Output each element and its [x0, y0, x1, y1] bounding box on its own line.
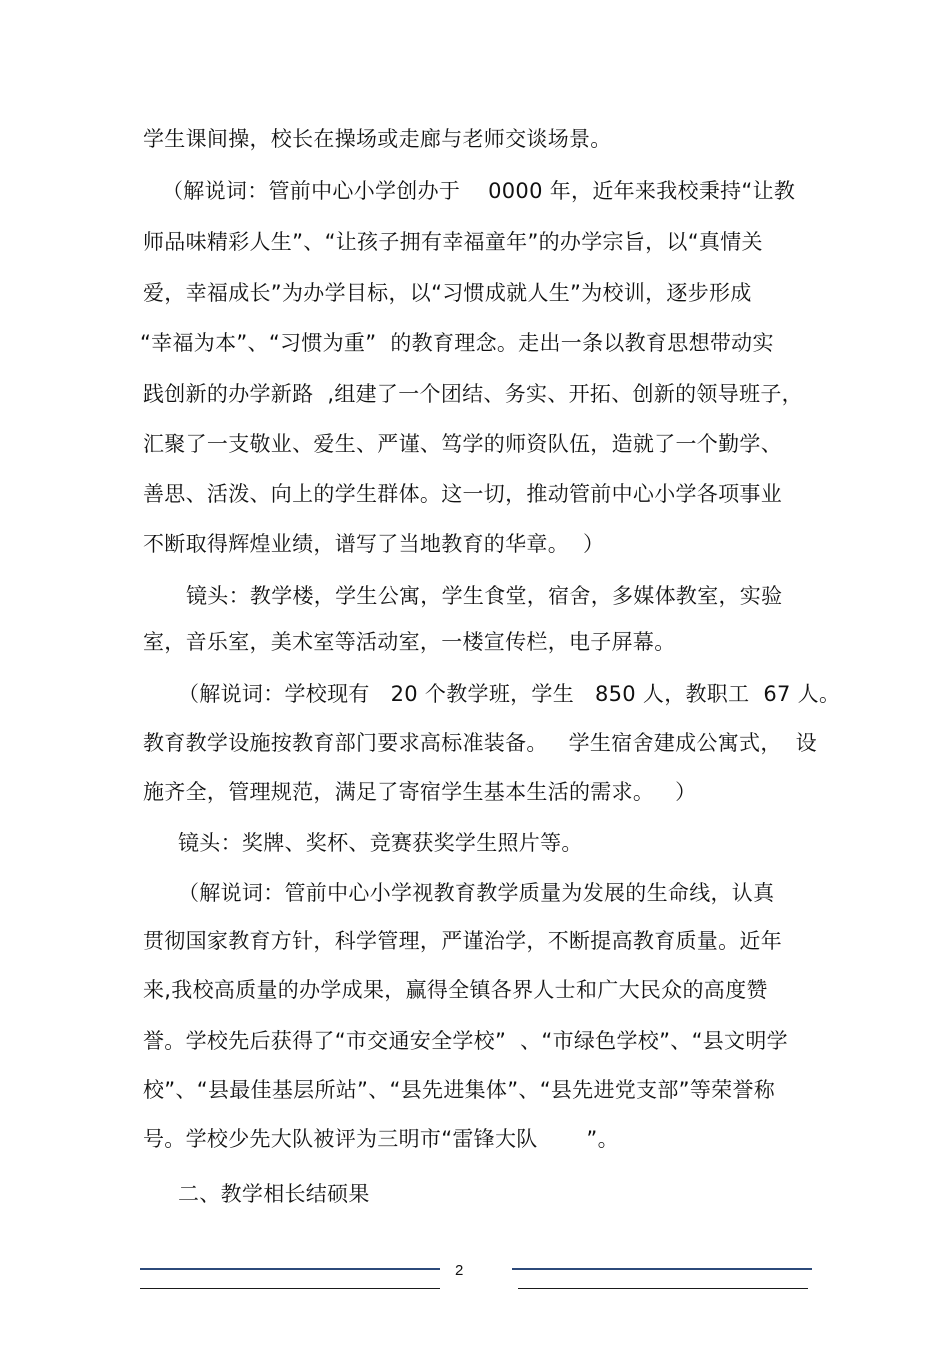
page-number: 2: [455, 1262, 464, 1279]
text-line-5: “幸福为本”、“习惯为重” 的教育理念。走出一条以教育思想带动实: [140, 331, 774, 355]
footer-rule-left-bottom: [140, 1288, 440, 1289]
text-line-7: 汇聚了一支敬业、爱生、严谨、笃学的师资队伍，造就了一个勤学、: [143, 432, 782, 456]
footer-rule-right-bottom: [518, 1288, 808, 1289]
text-line-10: 镜头：教学楼，学生公寓，学生食堂，宿舍，多媒体教室，实验: [186, 584, 783, 608]
text-line-14: 施齐全，管理规范，满足了寄宿学生基本生活的需求。 ）: [143, 780, 697, 804]
text-line-17: 贯彻国家教育方针，科学管理，严谨治学，不断提高教育质量。近年: [143, 929, 782, 953]
text-line-18: 来,我校高质量的办学成果，赢得全镇各界人士和广大民众的高度赞: [143, 978, 768, 1002]
text-line-9: 不断取得辉煌业绩，谱写了当地教育的华章。 ）: [143, 532, 605, 556]
text-line-20: 校”、“县最佳基层所站”、“县先进集体”、“县先进党支部”等荣誉称: [143, 1078, 776, 1102]
text-line-12: （解说词：学校现有 20 个教学班，学生 850 人，教职工 67 人。: [178, 682, 841, 706]
text-line-16: （解说词：管前中心小学视教育教学质量为发展的生命线，认真: [178, 881, 775, 905]
footer-rule-left-top: [140, 1268, 440, 1270]
text-line-11: 室，音乐室，美术室等活动室，一楼宣传栏，电子屏幕。: [143, 630, 676, 654]
text-line-2: （解说词：管前中心小学创办于 0000 年，近年来我校秉持“让教: [162, 179, 796, 203]
text-line-21: 号。学校少先大队被评为三明市“雷锋大队 ”。: [143, 1127, 619, 1151]
footer-rule-right-top: [512, 1268, 812, 1270]
text-line-13: 教育教学设施按教育部门要求高标准装备。 学生宿舍建成公寓式， 设: [143, 731, 817, 755]
text-line-1: 学生课间操，校长在操场或走廊与老师交谈场景。: [143, 127, 612, 151]
text-line-6: 践创新的办学新路 ,组建了一个团结、务实、开拓、创新的领导班子，: [143, 382, 803, 406]
text-line-3: 师品味精彩人生”、“让孩子拥有幸福童年”的办学宗旨，以“真情关: [143, 230, 763, 254]
text-line-15: 镜头：奖牌、奖杯、竞赛获奖学生照片等。: [178, 831, 583, 855]
text-line-4: 爱，幸福成长”为办学目标，以“习惯成就人生”为校训，逐步形成: [143, 281, 752, 305]
section-heading: 二、教学相长结硕果: [178, 1182, 370, 1206]
text-line-19: 誉。学校先后获得了“市交通安全学校” 、“市绿色学校”、“县文明学: [143, 1029, 788, 1053]
text-line-8: 善思、活泼、向上的学生群体。这一切，推动管前中心小学各项事业: [143, 482, 782, 506]
